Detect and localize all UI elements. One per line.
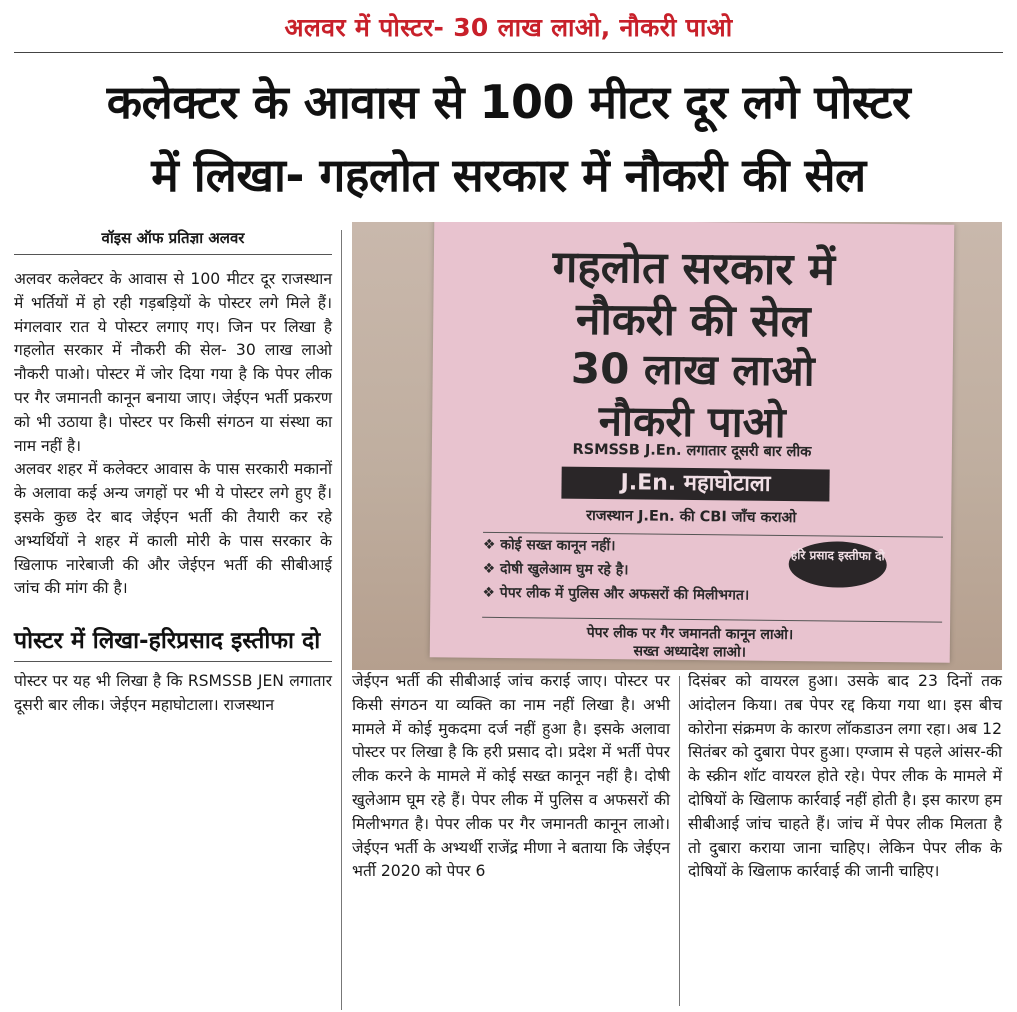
poster-line: सख्त अध्यादेश लाओ।	[633, 643, 747, 661]
poster-line: 30 लाख लाओ	[570, 343, 815, 396]
column-divider	[341, 230, 342, 1010]
paragraph: पोस्टर पर यह भी लिखा है कि RSMSSB JEN लगातार दूसरी बार लीक। जेईएन महाघोटाला। राजस्थान	[14, 672, 332, 714]
article-column-2	[352, 670, 670, 884]
poster-line: राजस्थान J.En. की CBI जाँच कराओ	[586, 507, 797, 527]
headline-line-1: कलेक्टर के आवास से 100 मीटर दूर लगे पोस्टर	[106, 75, 911, 129]
poster-bullet: ❖ कोई सख्त कानून नहीं।	[482, 536, 616, 555]
poster-bullet: ❖ दोषी खुलेआम घुम रहे है।	[482, 560, 629, 579]
article-column-3	[688, 670, 1002, 884]
poster-line: पेपर लीक पर गैर जमानती कानून लाओ।	[586, 624, 794, 644]
poster	[430, 222, 955, 663]
poster-highlight-box: J.En. महाघोटाला	[561, 467, 829, 502]
poster-photo	[352, 222, 1002, 670]
poster-bullet: ❖ पेपर लीक में पुलिस और अफसरों की मिलीभगत।	[482, 584, 750, 604]
poster-seal: हरि प्रसाद इस्तीफा दो	[788, 541, 886, 588]
poster-line: RSMSSB J.En. लगातार दूसरी बार लीक	[572, 441, 812, 461]
top-rule	[14, 52, 1003, 53]
subheading: पोस्टर में लिखा-हरिप्रसाद इस्तीफा दो	[14, 625, 332, 662]
poster-line: नौकरी की सेल	[575, 293, 811, 348]
headline-line-2: में लिखा- गहलोत सरकार में नौकरी की सेल	[151, 148, 866, 202]
article-column-1	[14, 228, 332, 718]
poster-line: नौकरी पाओ	[598, 396, 786, 447]
column-divider	[679, 676, 680, 1006]
poster-line: गहलोत सरकार में	[552, 241, 836, 296]
paragraph: अलवर कलेक्टर के आवास से 100 मीटर दूर राजस्थान में भर्तियों में हो रही गड़बड़ियों के पोस्टर लगे मिले हैं। मंगलवार रात ये पोस्टर लगाए गए। जिन पर लिखा है गहलोत सरकार में नौकरी की सेल- 30 लाख लाओ नौकरी पाओ। पोस्टर में जोर दिया गया है कि पेपर लीक पर गैर जमानती कानून बनाया जाए। जेईएन भर्ती प्रकरण को भी उठाया है। पोस्टर पर किसी संगठन या संस्था का नाम नहीं है।	[14, 270, 332, 455]
byline: वॉइस ऑफ प्रतिज्ञा अलवर	[14, 228, 332, 255]
paragraph: अलवर शहर में कलेक्टर आवास के पास सरकारी मकानों के अलावा कई अन्य जगहों पर भी ये पोस्टर लगे हुए हैं। इसके कुछ देर बाद जेईएन भर्ती की तैयारी कर रहे अभ्यर्थियों ने शहर में काली मोरी के पास सरकार के खिलाफ नारेबाजी की और जेईएन भर्ती की सीबीआई जांच की मांग की है।	[14, 460, 332, 598]
paragraph: दिसंबर को वायरल हुआ। उसके बाद 23 दिनों तक आंदोलन किया। तब पेपर रद्द किया गया था। इस बीच कोरोना संक्रमण के कारण लॉकडाउन लगा रहा। अब 12 सितंबर को दुबारा पेपर हुआ। एग्जाम से पहले आंसर-की के स्क्रीन शॉट वायरल होते रहे। पेपर लीक के मामले में दोषियों के खिलाफ कार्रवाई नहीं होती है। इस कारण हम सीबीआई जांच चाहते हैं। जांच में पेपर लीक मिलता है तो दुबारा कराया जाना चाहिए। लेकिन पेपर लीक के दोषियों के खिलाफ कार्रवाई की जानी चाहिए।	[688, 672, 1002, 881]
paragraph: जेईएन भर्ती की सीबीआई जांच कराई जाए। पोस्टर पर किसी संगठन या व्यक्ति का नाम नहीं लिखा है। अभी मामले में कोई मुकदमा दर्ज नहीं हुआ है। इसके अलावा पोस्टर पर लिखा है कि हरी प्रसाद दो। प्रदेश में भर्ती पेपर लीक करने के मामले में कोई सख्त कानून नहीं है। दोषी खुलेआम घूम रहे हैं। पेपर लीक में पुलिस व अफसरों की मिलीभगत है। पेपर लीक पर गैर जमानती कानून लाओ। जेईएन भर्ती के अभ्यर्थी राजेंद्र मीणा ने बताया कि जेईएन भर्ती 2020 को पेपर 6	[352, 672, 670, 881]
kicker-headline: अलवर में पोस्टर- 30 लाख लाओ, नौकरी पाओ	[284, 13, 733, 42]
